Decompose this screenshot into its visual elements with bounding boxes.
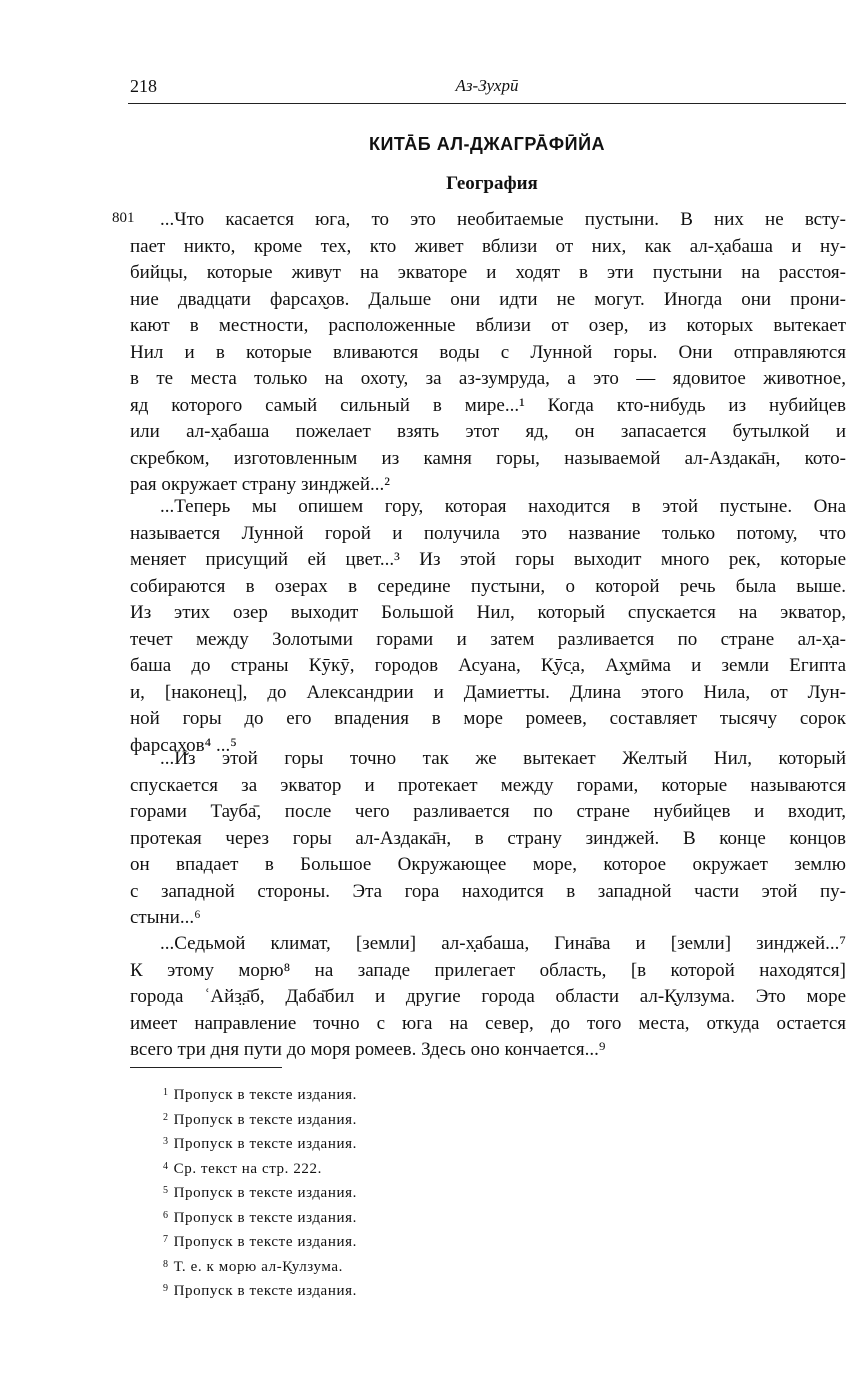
footnote-text: Пропуск в тексте издания. [173,1111,357,1128]
footnote [163,1205,357,1230]
text-line: К этому морю⁸ на западе прилегает область, [в которой находятся] [130,959,846,981]
text-line: ной горы до его впадения в море ромеев, составляет тысячу сорок [130,708,846,729]
footnote-text: Пропуск в тексте издания. [173,1185,357,1201]
footnote-number: 2 [163,1111,169,1123]
page-number: 218 [130,76,157,96]
text-line: Нил и в которые вливаются воды с Лунной горы. Они отправляются [130,341,846,363]
paragraph [130,746,846,932]
footnote-text: Т. е. к морю ал-К̣улзума. [173,1258,343,1275]
text-line: меняет присущий ей цвет...³ Из этой горы выходит много рек, которые [130,549,846,570]
footnote-number: 5 [163,1185,169,1196]
footnote [163,1278,357,1303]
text-line: скребком, изготовленным из камня горы, называемой ал-Аздака̄н, кото- [130,447,846,469]
footnote-number: 3 [163,1136,169,1147]
text-line: ...Седьмой климат, [земли] ал-х̣абаша, Гина̄ва и [земли] зинджей...⁷ [160,933,846,954]
text-line: протекая через горы ал-Аздака̄н, в страну зинджей. В конце концов [130,827,846,849]
text-line: спускается за экватор и протекает между горами, которые называются [130,774,846,796]
header-rule [128,103,846,104]
footnote [163,1156,357,1181]
text-line: течет между Золотыми горами и затем разливается по стране ал-х̣а- [130,628,846,650]
footnote-text: Пропуск в тексте издания. [173,1283,357,1299]
text-line: и, [наконец], до Александрии и Дамиетты. Длина этого Нила, от Лун- [130,681,846,703]
footnote-number: 7 [163,1234,169,1245]
text-line: ...Теперь мы опишем гору, которая находится в этой пустыне. Она [160,496,846,517]
text-line: собираются в озерах в середине пустыни, о которой речь была выше. [130,575,846,597]
text-line: или ал-х̣абаша пожелает взять этот яд, он запасается бутылкой и [130,421,846,442]
text-line: бийцы, которые живут на экваторе и ходят в эти пустыни на расстоя- [130,262,846,283]
text-line: пает никто, кроме тех, кто живет вблизи от них, как ал-х̣абаша и ну- [130,235,846,257]
footnote-text: Ср. текст на стр. 222. [173,1160,322,1177]
footnotes [163,1082,357,1303]
paragraph [130,207,846,499]
footnote [163,1180,357,1205]
footnote-number: 4 [163,1160,169,1172]
chapter-subtitle: География [446,173,538,194]
text-line: горами Тауба̄, после чего разливается по стране нубийцев и входит, [130,801,846,822]
footnote-number: 6 [163,1209,169,1221]
text-line: ...Из этой горы точно так же вытекает Желтый Нил, который [160,748,846,769]
text-line: баша до страны Кӯкӯ, городов Асуана, К̣ӯс̣а, Ах̮мӣма и земли Египта [130,655,846,676]
margin-page-reference: 801 [112,210,135,226]
footnote-rule [130,1067,282,1068]
text-line: стыни...⁶ [130,907,201,928]
footnote-text: Пропуск в тексте издания. [173,1234,357,1250]
footnote [163,1131,357,1156]
footnote [163,1229,357,1254]
footnote-text: Пропуск в тексте издания. [173,1209,357,1226]
footnote [163,1082,357,1107]
footnote-text: Пропуск в тексте издания. [173,1136,357,1152]
paragraph [130,494,846,759]
text-line: фарсах̮ов⁴ ...⁵ [130,734,237,756]
footnote-number: 9 [163,1283,169,1294]
text-line: города ʿАйз̤а̄б, Даба̄бил и другие города области ал-К̣улзума. Это море [130,986,846,1007]
text-line: с западной стороны. Эта гора находится в западной части этой пу- [130,880,846,902]
text-line: всего три дня пути до моря ромеев. Здесь оно кончается...⁹ [130,1039,606,1060]
footnote-number: 1 [163,1087,169,1098]
footnote [163,1254,357,1279]
text-line: ...Что касается юга, то это необитаемые пустыни. В них не всту- [160,209,846,230]
text-line: называется Лунной горой и получила это название только потому, что [130,522,846,544]
text-line: ние двадцати фарсах̮ов. Дальше они идти не могут. Иногда они прони- [130,288,846,310]
text-line: рая окружает страну зинджей...² [130,474,390,495]
paragraph [130,931,846,1064]
footnote-text: Пропуск в тексте издания. [173,1087,357,1103]
text-line: в те места только на охоту, за аз-зумруда, а это — ядовитое животное, [130,368,846,389]
text-line: яд которого самый сильный в мире...¹ Когда кто-нибудь из нубийцев [130,394,846,416]
text-line: он впадает в Большое Окружающее море, которое окружает землю [130,854,846,875]
chapter-title: КИТА̄Б АЛ-ДЖАГРА̄ФӢЙА [368,134,606,154]
text-line: Из этих озер выходит Большой Нил, который спускается на экватор, [130,602,846,623]
text-line: кают в местности, расположенные вблизи от озер, из которых вытекает [130,315,846,336]
text-line: имеет направление точно с юга на север, до того места, откуда остается [130,1012,846,1034]
running-head: Аз-Зухрӣ [455,76,519,95]
footnote [163,1107,357,1132]
footnote-number: 8 [163,1258,169,1270]
